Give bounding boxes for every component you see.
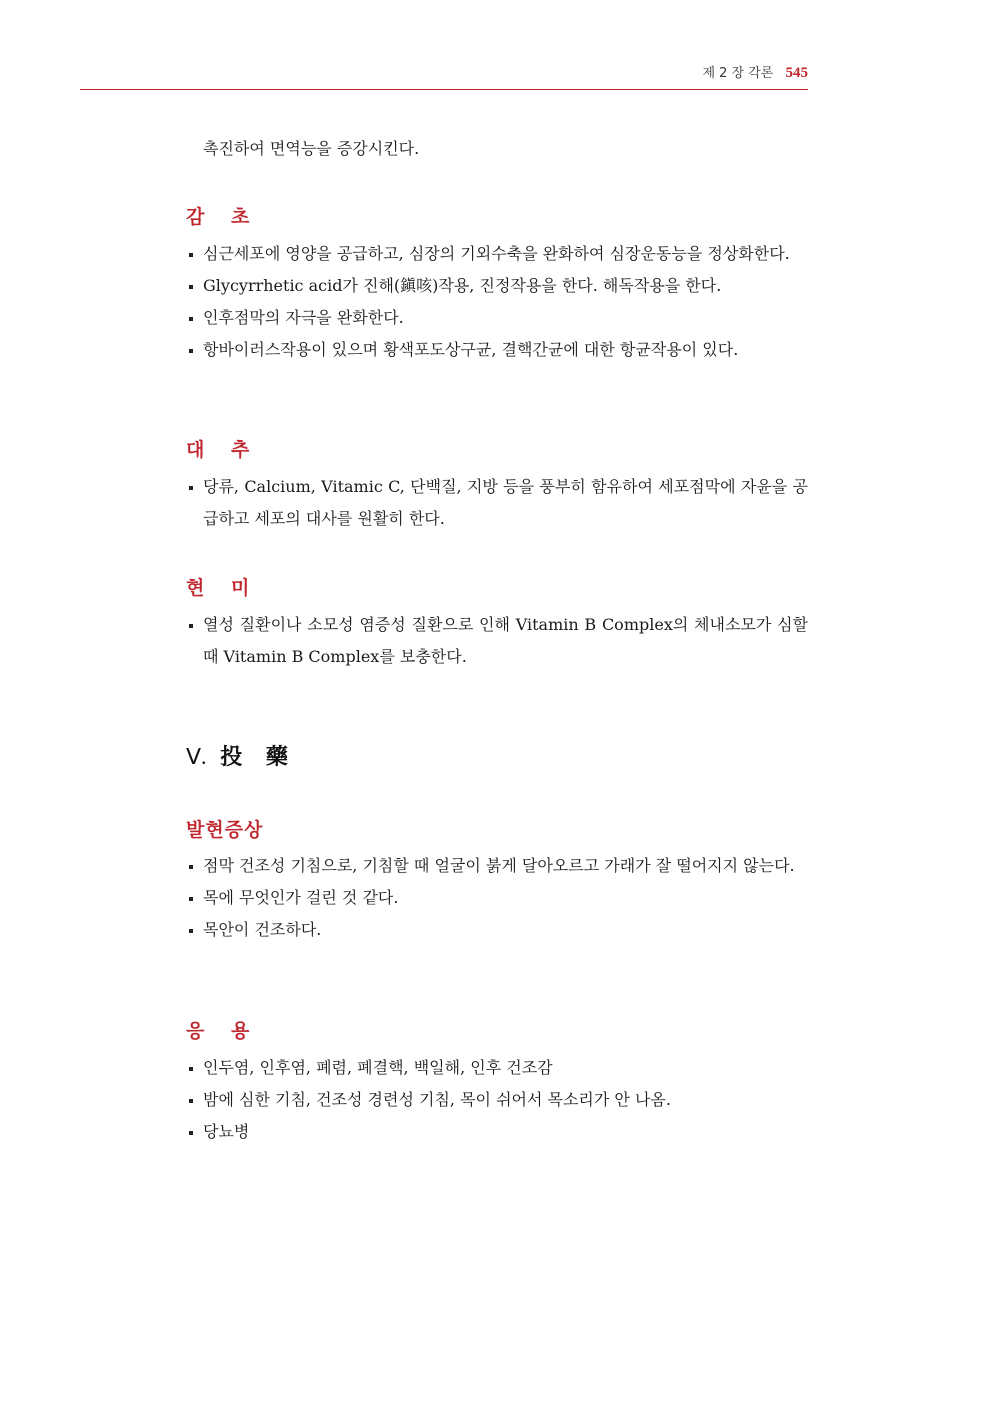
list-item: 열성 질환이나 소모성 염증성 질환으로 인해 Vitamin B Complex의 체내소모가 심할 때 Vitamin B Complex를 보충한다.	[186, 609, 808, 673]
intro-text: 촉진하여 면역능을 증강시킨다.	[203, 139, 420, 158]
section-hyunmi-body	[186, 609, 808, 673]
section-title-symptoms: 발현증상	[186, 819, 264, 841]
application-list	[186, 1052, 808, 1148]
list-item: 심근세포에 영양을 공급하고, 심장의 기외수축을 완화하여 심장운동능을 정상화한다.	[186, 238, 808, 270]
section-title-application: 응 용	[186, 1020, 260, 1042]
section-title-daechu: 대 추	[186, 439, 260, 461]
list-item: 당류, Calcium, Vitamic C, 단백질, 지방 등을 풍부히 함유하여 세포점막에 자윤을 공급하고 세포의 대사를 원활히 한다.	[186, 471, 808, 535]
list-item: Glycyrrhetic acid가 진해(鎭咳)작용, 진정작용을 한다. 해독작용을 한다.	[186, 270, 808, 302]
symptoms-list	[186, 850, 808, 946]
list-item: 점막 건조성 기침으로, 기침할 때 얼굴이 붉게 달아오르고 가래가 잘 떨어지지 않는다.	[186, 850, 808, 882]
section-title-hyunmi: 현 미	[186, 577, 260, 599]
hyunmi-list	[186, 609, 808, 673]
list-item: 당뇨병	[186, 1116, 808, 1148]
section-symptoms-body	[186, 850, 808, 946]
chapter-section-heading	[186, 740, 296, 771]
section-gamcho-body	[186, 238, 808, 366]
gamcho-list	[186, 238, 808, 366]
list-item: 항바이러스작용이 있으며 황색포도상구균, 결핵간균에 대한 항균작용이 있다.	[186, 334, 808, 366]
list-item: 목안이 건조하다.	[186, 914, 808, 946]
page-header	[80, 62, 808, 90]
list-item: 인두염, 인후염, 폐렴, 폐결핵, 백일해, 인후 건조감	[186, 1052, 808, 1084]
chapter-label: 제 2 장 각론	[702, 66, 774, 81]
section-title-gamcho: 감 초	[186, 206, 260, 228]
section-daechu-body	[186, 471, 808, 535]
section-application-body	[186, 1052, 808, 1148]
list-item: 밤에 심한 기침, 건조성 경련성 기침, 목이 쉬어서 목소리가 안 나옴.	[186, 1084, 808, 1116]
list-item: 인후점막의 자극을 완화한다.	[186, 302, 808, 334]
section-heading-title: 投 藥	[220, 744, 296, 770]
daechu-list	[186, 471, 808, 535]
page-number: 545	[785, 65, 808, 81]
section-numeral: Ⅴ.	[186, 744, 207, 769]
list-item: 목에 무엇인가 걸린 것 같다.	[186, 882, 808, 914]
